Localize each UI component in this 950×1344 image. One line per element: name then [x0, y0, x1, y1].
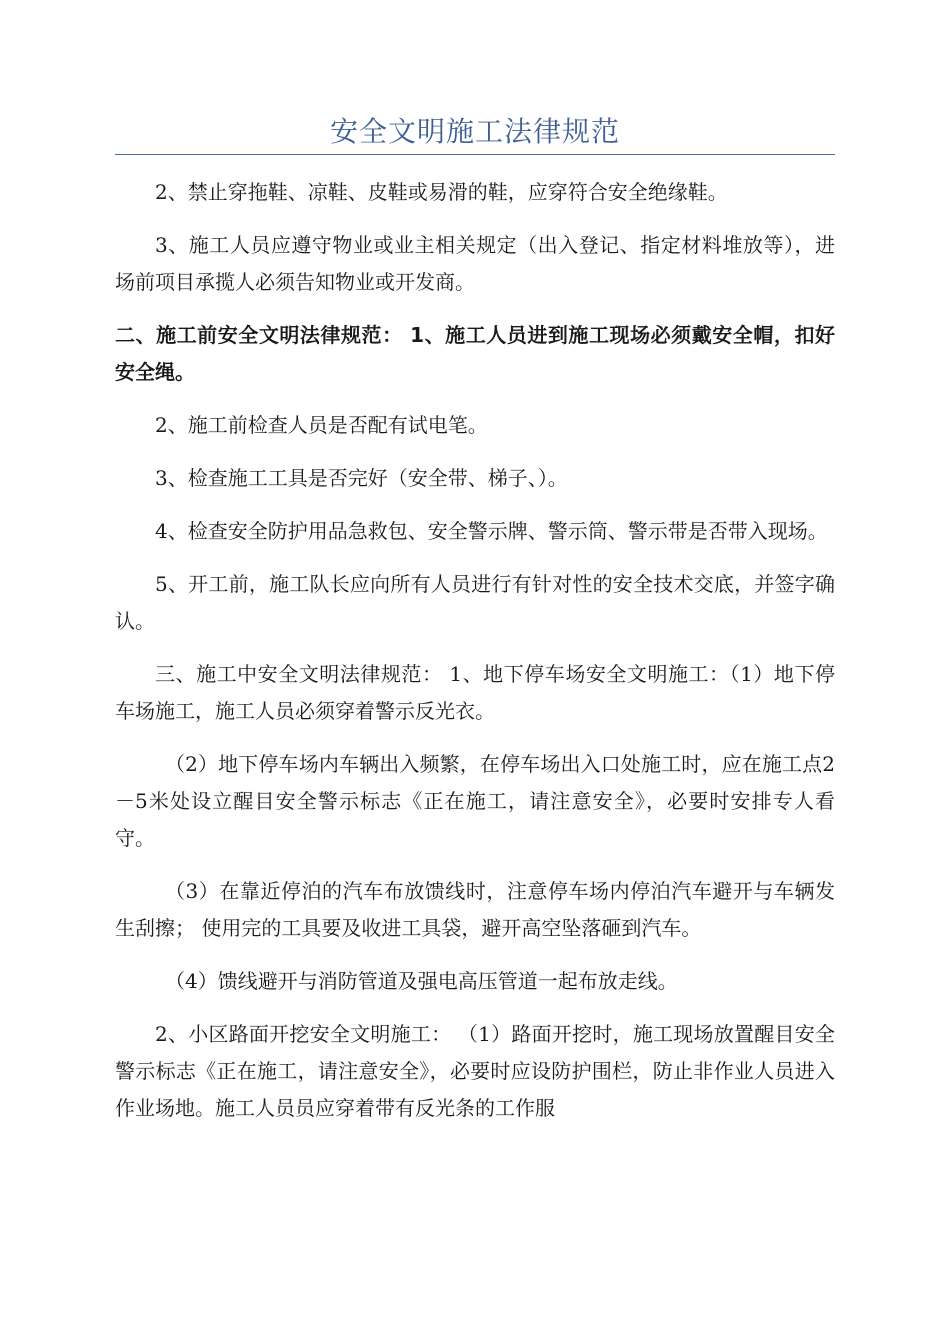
paragraph-test-pen: 2、施工前检查人员是否配有试电笔。: [155, 413, 488, 437]
paragraph-protective-gear: 4、检查安全防护用品急救包、安全警示牌、警示筒、警示带是否带入现场。: [155, 519, 828, 543]
paragraph-feeder-routing: （4）馈线避开与消防管道及强电高压管道一起布放走线。: [165, 969, 678, 993]
paragraph-safety-briefing: 5、开工前，施工队长应向所有人员进行有针对性的安全技术交底，并签字确认。: [115, 572, 835, 633]
paragraph-tools-check: 3、检查施工工具是否完好（安全带、梯子、）。: [155, 466, 568, 490]
section-3-heading: 三、施工中安全文明法律规范： 1、地下停车场安全文明施工：（1）地下停车场施工，施工人员必须穿着警示反光衣。: [115, 662, 835, 723]
paragraph-road-excavation: 2、小区路面开挖安全文明施工： （1）路面开挖时，施工现场放置醒目安全警示标志《正在施工，请注意安全》，必要时应设防护围栏，防止非作业人员进入作业场地。施工人员员应穿着带有反光条的工作服: [115, 1022, 835, 1120]
paragraph-2-shoes: 2、禁止穿拖鞋、凉鞋、皮鞋或易滑的鞋，应穿符合安全绝缘鞋。: [155, 180, 728, 204]
paragraph-parked-cars: （3）在靠近停泊的汽车布放馈线时，注意停车场内停泊汽车避开与车辆发生刮擦； 使用完的工具要及收进工具袋，避开高空坠落砸到汽车。: [115, 879, 835, 940]
title-underline: [115, 154, 835, 155]
paragraph-3-property-rules: 3、施工人员应遵守物业或业主相关规定（出入登记、指定材料堆放等），进场前项目承揽人必须告知物业或开发商。: [115, 233, 835, 294]
section-2-heading: 二、施工前安全文明法律规范： 1、施工人员进到施工现场必须戴安全帽，扣好安全绳。: [115, 323, 835, 384]
paragraph-parking-warning: （2）地下停车场内车辆出入频繁，在停车场出入口处施工时，应在施工点2－5米处设立醒目安全警示标志《正在施工，请注意安全》，必要时安排专人看守。: [115, 752, 835, 850]
document-body: [115, 174, 835, 1143]
document-title: 安全文明施工法律规范: [329, 115, 620, 148]
